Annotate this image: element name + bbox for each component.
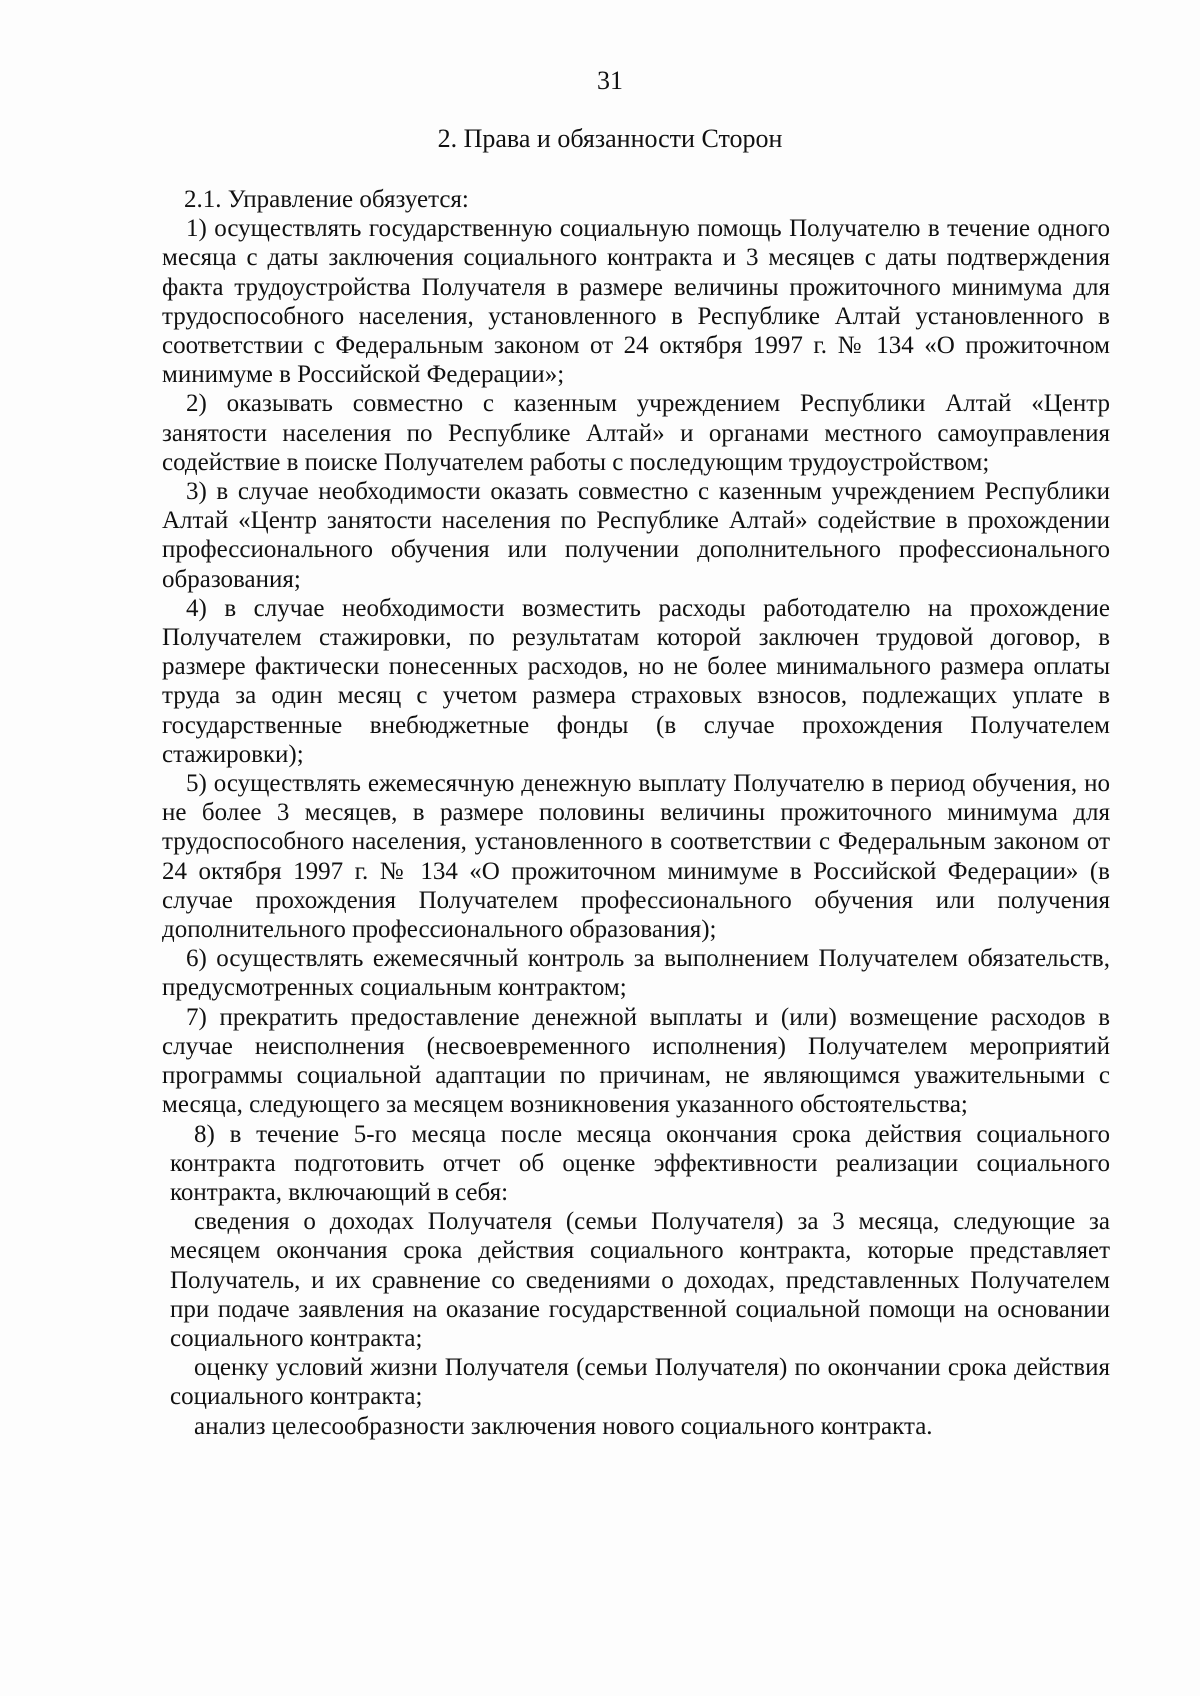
obligation-item-1: 1) осуществлять государственную социальную помощь Получателю в течение одного месяца с даты заключения социального контракта и 3 месяцев с даты подтверждения факта трудоустройства Получателя в размере величины прожиточного минимума для трудоспособного населения, установленного в Республике Алтай установленного в соответствии с Федеральным законом от 24 октября 1997 г. № 134 «О прожиточном минимуме в Российской Федерации»; [162,215,1110,389]
obligation-item-6: 6) осуществлять ежемесячный контроль за выполнением Получателем обязательств, предусмотренных социальным контрактом; [162,945,1110,1002]
clause-2-1-intro: 2.1. Управление обязуется: [184,186,469,213]
obligation-item-2: 2) оказывать совместно с казенным учреждением Республики Алтай «Центр занятости населения по Республике Алтай» и органами местного самоуправления содействие в поиске Получателем работы с последующим трудоустройством; [162,390,1110,476]
report-item-income: сведения о доходах Получателя (семьи Получателя) за 3 месяца, следующие за месяцем окончания срока действия социального контракта, которые представляет Получатель, и их сравнение со сведениями о доходах, представленных Получателем при подаче заявления на оказание государственной социальной помощи на основании социального контракта; [170,1208,1110,1352]
report-item-living-conditions: оценку условий жизни Получателя (семьи Получателя) по окончании срока действия социального контракта; [170,1354,1110,1411]
obligation-item-4: 4) в случае необходимости возместить расходы работодателю на прохождение Получателем стажировки, по результатам которой заключен трудовой договор, в размере фактически понесенных расходов, но не более минимального размера оплаты труда за один месяц с учетом размера страховых взносов, подлежащих уплате в государственные внебюджетные фонды (в случае прохождения Получателем стажировки); [162,594,1110,768]
obligation-item-8: 8) в течение 5-го месяца после месяца окончания срока действия социального контракта подготовить отчет об оценке эффективности реализации социального контракта, включающий в себя: [170,1120,1110,1206]
document-body [162,185,1110,1441]
obligation-item-3: 3) в случае необходимости оказать совместно с казенным учреждением Республики Алтай «Центр занятости населения по Республике Алтай» содействие в прохождении профессионального обучения или получении дополнительного профессионального образования; [162,478,1110,593]
obligation-item-7: 7) прекратить предоставление денежной выплаты и (или) возмещение расходов в случае неисполнения (несвоевременного исполнения) Получателем мероприятий программы социальной адаптации по причинам, не являющимся уважительными с месяца, следующего за месяцем возникновения указанного обстоятельства; [162,1003,1110,1119]
section-title: 2. Права и обязанности Сторон [437,124,783,153]
page-number: 31 [597,66,623,95]
report-item-new-contract-analysis: анализ целесообразности заключения нового социального контракта. [194,1412,933,1440]
obligation-item-5: 5) осуществлять ежемесячную денежную выплату Получателю в период обучения, но не более 3 месяцев, в размере половины величины прожиточного минимума для трудоспособного населения, установленного в соответствии с Федеральным законом от 24 октября 1997 г. № 134 «О прожиточном минимуме в Российской Федерации» (в случае прохождения Получателем профессионального обучения или получения дополнительного профессионального образования); [162,770,1110,944]
